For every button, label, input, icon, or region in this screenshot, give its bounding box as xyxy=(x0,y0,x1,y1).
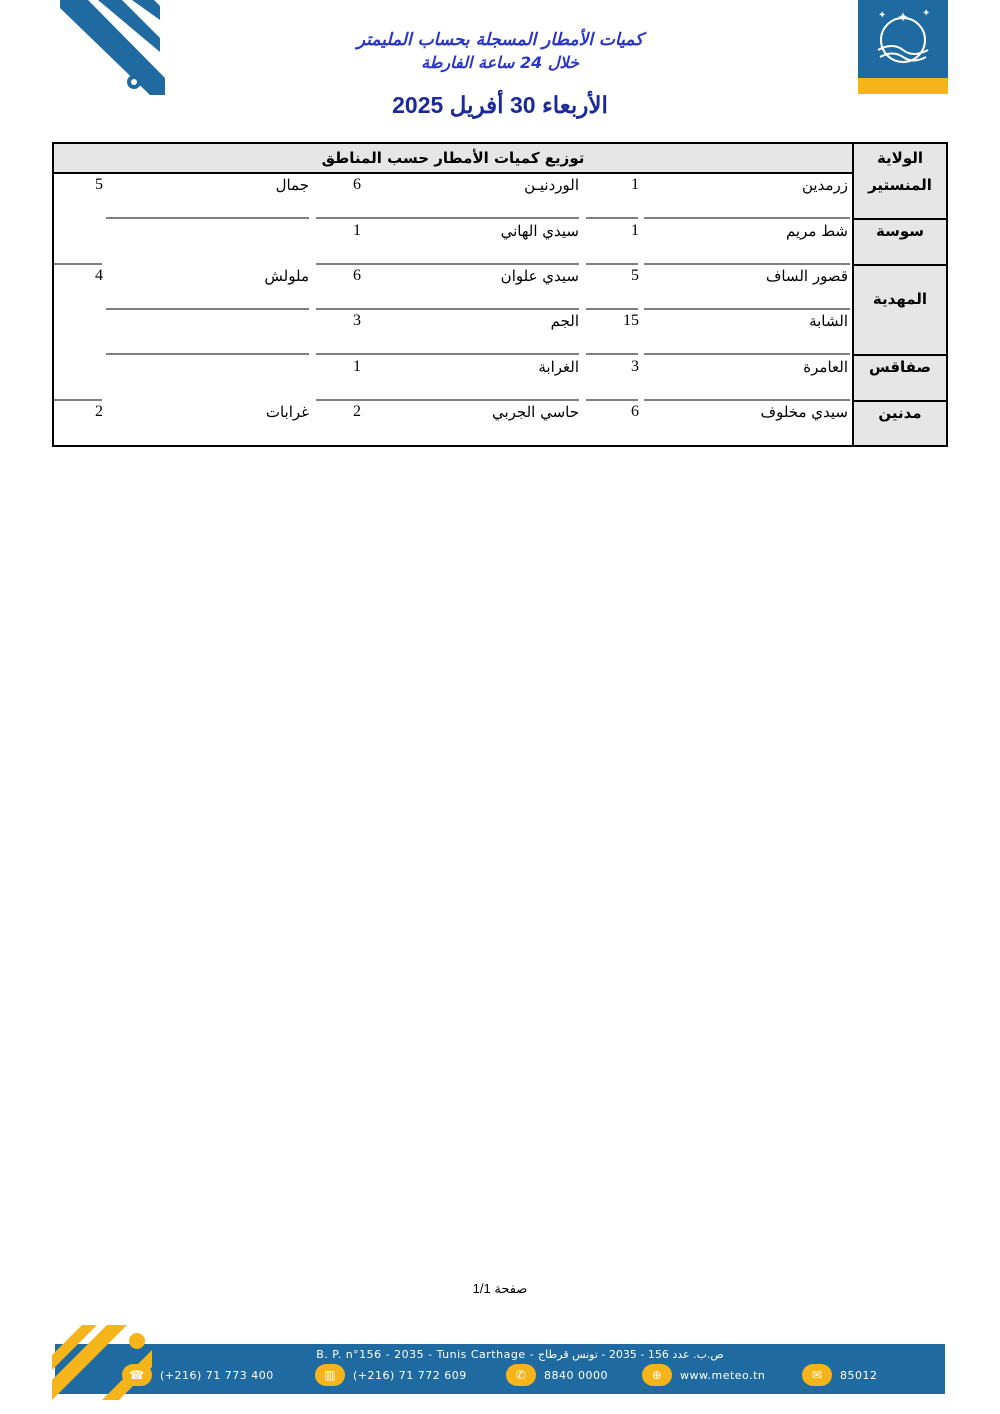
report-subtitle: خلال 24 ساعة الفارطة xyxy=(421,53,579,72)
rain-value: 5 xyxy=(631,267,639,284)
row-lines xyxy=(54,144,852,445)
footer-web[interactable] xyxy=(642,1364,765,1386)
station-name: زرمدين xyxy=(802,176,848,194)
station-name: الغرابة xyxy=(538,358,579,376)
footer-sms-text: 85012 xyxy=(840,1368,878,1382)
row-divider xyxy=(852,400,946,402)
footer-sms xyxy=(802,1364,878,1386)
station-name: شط مريم xyxy=(785,222,848,240)
page-number: صفحة 1/1 xyxy=(472,1281,528,1296)
hotline-icon: ✆ xyxy=(506,1364,536,1386)
governorate-name: المهدية xyxy=(872,290,928,308)
sms-icon: ✉ xyxy=(802,1364,832,1386)
station-name: غرابات xyxy=(265,403,309,421)
station-name: الشابة xyxy=(809,312,848,330)
rain-value: 1 xyxy=(631,176,639,193)
station-name: جمال xyxy=(275,176,309,194)
fax-icon: ▥ xyxy=(315,1364,345,1386)
station-name: العامرة xyxy=(803,358,848,376)
header-distribution: توزيع كميات الأمطار حسب المناطق xyxy=(321,149,585,167)
station-name: سيدي الهاني xyxy=(500,222,579,240)
station-name: سيدي مخلوف xyxy=(760,403,848,421)
rain-value: 6 xyxy=(631,403,639,420)
row-divider xyxy=(852,218,946,220)
row-divider xyxy=(852,354,946,356)
rain-value: 6 xyxy=(353,267,361,284)
station-name: قصور الساف xyxy=(765,267,848,285)
rain-value: 3 xyxy=(353,312,361,329)
report-title: كميات الأمطار المسجلة بحساب المليمتر xyxy=(356,30,644,50)
phone-icon: ☎ xyxy=(122,1364,152,1386)
institute-logo xyxy=(858,0,948,94)
rainfall-table xyxy=(52,142,948,447)
footer-phone xyxy=(122,1364,274,1386)
rain-value: 6 xyxy=(353,176,361,193)
station-name: الوردنيـن xyxy=(524,176,579,194)
row-divider xyxy=(852,264,946,266)
footer-hotline xyxy=(506,1364,608,1386)
rain-value: 2 xyxy=(95,403,103,420)
footer-fax xyxy=(315,1364,467,1386)
rain-value: 1 xyxy=(353,222,361,239)
footer-hotline-text: 8840 0000 xyxy=(544,1368,608,1382)
footer-fax-text: (+216) 71 772 609 xyxy=(353,1368,467,1382)
governorate-name: صفاقس xyxy=(869,358,931,376)
rain-value: 1 xyxy=(631,222,639,239)
corner-stripes-logo xyxy=(50,0,165,95)
rain-value: 15 xyxy=(623,312,639,329)
governorate-name: المنستير xyxy=(868,176,932,194)
footer-phone-text: (+216) 71 773 400 xyxy=(160,1368,274,1382)
rain-value: 1 xyxy=(353,358,361,375)
rain-value: 4 xyxy=(95,267,103,284)
rain-value: 5 xyxy=(95,176,103,193)
governorate-name: مدنين xyxy=(878,404,922,422)
station-name: سيدي علوان xyxy=(500,267,579,285)
rain-value: 3 xyxy=(631,358,639,375)
report-date: الأربعاء 30 أفريل 2025 xyxy=(392,92,608,118)
footer-address: B. P. n°156 - 2035 - Tunis Carthage - ص.ب. عدد 156 - 2035 - تونس قرطاج xyxy=(316,1348,724,1361)
station-name: حاسي الجربي xyxy=(491,403,579,421)
governorate-name: سوسة xyxy=(875,222,924,240)
station-name: الجم xyxy=(550,312,579,330)
rain-value: 2 xyxy=(353,403,361,420)
station-name: ملولش xyxy=(264,267,309,285)
svg-text:✦: ✦ xyxy=(922,8,931,19)
svg-text:✦: ✦ xyxy=(878,10,887,21)
header-governorate: الولاية xyxy=(876,149,924,167)
svg-text:✦: ✦ xyxy=(897,10,909,26)
footer-web-text[interactable]: www.meteo.tn xyxy=(680,1368,766,1382)
web-icon: ⊕ xyxy=(642,1364,672,1386)
footer-stripes-logo xyxy=(52,1325,152,1400)
